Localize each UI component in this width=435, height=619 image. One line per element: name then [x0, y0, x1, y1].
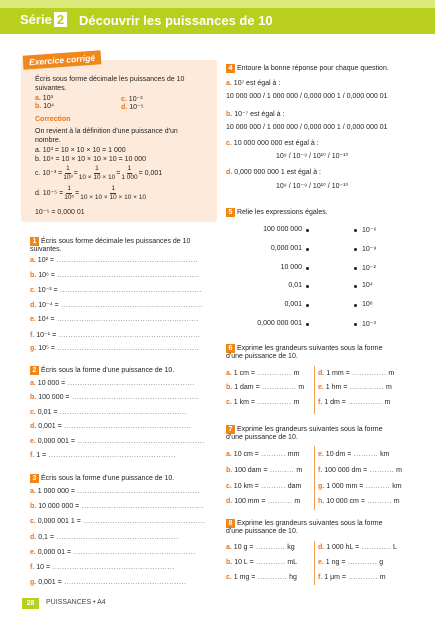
item-expression: 10 L =	[234, 559, 254, 566]
match-point[interactable]	[306, 285, 309, 288]
item-expression: 10 cm =	[233, 451, 259, 458]
unit-row	[226, 399, 299, 406]
answer-blank[interactable]: ....................................................	[61, 423, 192, 431]
item-letter: c.	[30, 408, 36, 416]
exercise-8-statement: 8 Exprime les grandeurs suivantes sous la forme	[226, 519, 383, 528]
answer-blank[interactable]: ....................................................	[46, 452, 176, 459]
match-left-item	[238, 226, 302, 233]
match-right-value: 10⁻⁹	[362, 245, 377, 253]
item-expression: 10⁶ =	[38, 271, 55, 279]
match-left-item	[238, 301, 302, 308]
match-point[interactable]	[354, 323, 357, 326]
exercise-7-statement-2: d'une puissance de 10.	[226, 434, 298, 441]
item-letter: b.	[30, 271, 37, 279]
exercise-3-statement: 3 Écris sous la forme d'une puissance de 10.	[30, 474, 174, 483]
match-right-value: 10⁻²	[362, 264, 376, 272]
match-point[interactable]	[354, 267, 357, 270]
exercise-4-statement: 4 Entoure la bonne réponse pour chaque question.	[226, 64, 389, 73]
ex4-a-question: a. 10⁷ est égal à :	[226, 80, 281, 87]
item-expression: 1 ng =	[325, 559, 346, 566]
unit-row	[318, 384, 392, 391]
exercise-number: 4	[226, 64, 235, 73]
answer-blank[interactable]: ............	[345, 574, 378, 581]
exercise-number: 7	[226, 425, 235, 434]
match-left-item	[238, 245, 302, 252]
ex4-b-choices[interactable]: 10 000 000 / 1 000 000 / 0,000 000 1 / 0,000 000 01	[226, 124, 388, 131]
exercise-8-statement-2: d'une puissance de 10.	[226, 528, 298, 535]
unit-row	[318, 574, 386, 581]
exercise-number: 3	[30, 474, 39, 483]
item-letter: a.	[30, 257, 36, 264]
answer-row	[30, 380, 195, 387]
item-letter: c.	[226, 482, 232, 490]
match-point[interactable]	[306, 248, 309, 251]
answer-blank[interactable]: ..................................................	[53, 533, 179, 541]
match-point[interactable]	[306, 267, 309, 270]
item-letter: f.	[30, 452, 35, 459]
item-expression: 1 000 hL =	[326, 544, 360, 551]
match-left-item	[238, 282, 302, 289]
match-right-item	[362, 264, 376, 272]
answer-row	[30, 272, 199, 279]
item-expression: 0,1 =	[38, 533, 54, 541]
item-expression: 1 000 mm =	[326, 482, 364, 490]
corrige-item-c: c. 10⁻³	[121, 96, 143, 103]
match-left-value: 100 000 000	[263, 226, 302, 233]
unit-label: kg	[287, 544, 295, 551]
item-expression: 0,000 01 =	[37, 548, 72, 556]
answer-blank[interactable]: ..................................................	[74, 488, 200, 495]
answer-row	[30, 549, 196, 556]
correction-c: c. 10⁻³ = $\frac{1}{\text{10³}}$ = $\frac{1}{10 \times 10 \times 10}$ = $\frac{1}{1 000}$ = 0,001	[35, 165, 163, 181]
item-letter: g.	[30, 579, 37, 587]
correction-text-2: nombre.	[35, 137, 61, 144]
unit-label: mm	[287, 451, 300, 458]
item-letter: d.	[226, 498, 233, 506]
answer-blank[interactable]: ..................................................	[79, 503, 204, 511]
item-letter: a.	[226, 544, 232, 551]
item-letter: e.	[30, 315, 36, 323]
match-left-value: 10 000	[280, 263, 302, 271]
unit-row	[226, 467, 302, 474]
unit-label: m	[293, 370, 300, 377]
correction-a: a. 10³ = 10 × 10 × 10 = 1 000	[35, 147, 126, 154]
answer-row	[30, 331, 200, 339]
answer-blank[interactable]: ..........	[265, 498, 293, 506]
answer-blank[interactable]: ..........	[363, 482, 391, 490]
item-letter: c.	[30, 287, 36, 295]
item-letter: d.	[30, 533, 37, 541]
match-right-item	[362, 320, 376, 328]
answer-blank[interactable]: ..................................................	[71, 548, 196, 556]
answer-blank[interactable]: ..................................................	[61, 579, 187, 587]
page-title: Découvrir les puissances de 10	[79, 13, 273, 28]
match-right-item	[362, 301, 373, 308]
unit-row	[226, 483, 301, 490]
answer-row	[30, 452, 176, 459]
exercise-number: 2	[30, 366, 39, 375]
item-expression: 10 km =	[233, 482, 259, 490]
answer-blank[interactable]: ............	[345, 559, 378, 566]
item-expression: 1 mm =	[326, 370, 350, 377]
item-letter: h.	[318, 498, 325, 506]
answer-row	[30, 286, 202, 294]
unit-label: hg	[289, 574, 297, 581]
item-letter: c.	[30, 518, 36, 526]
item-expression: 10 =	[36, 564, 51, 571]
unit-label: m	[293, 398, 300, 406]
footer-text: PUISSANCES • A4	[46, 599, 106, 606]
item-letter: a.	[30, 380, 36, 387]
column-divider	[314, 541, 315, 585]
item-expression: 10 dm =	[325, 451, 352, 458]
unit-label: g	[379, 559, 384, 566]
answer-row	[30, 579, 186, 586]
exercise-6-statement: 6 Exprime les grandeurs suivantes sous la forme	[226, 344, 383, 353]
answer-blank[interactable]: ....................................................	[69, 394, 200, 402]
item-letter: d.	[30, 423, 37, 431]
exercise-7-statement: 7 Exprime les grandeurs suivantes sous la forme	[226, 425, 383, 434]
unit-row	[318, 467, 402, 474]
item-expression: 1 000 000 =	[37, 488, 75, 495]
item-expression: 0,000 001 1 =	[37, 518, 81, 526]
item-letter: b.	[30, 394, 37, 402]
answer-blank[interactable]: ............	[255, 574, 288, 581]
item-letter: f.	[318, 574, 323, 581]
exercise-2-statement: 2 Écris sous la forme d'une puissance de 10.	[30, 366, 174, 375]
corrige-statement-1: Écris sous forme décimale les puissances de 10	[35, 76, 185, 83]
item-letter: e.	[318, 451, 324, 458]
column-divider	[314, 366, 315, 414]
serie-label: Série 2	[20, 12, 67, 27]
fraction: $\frac{1}{\text{10³}}$	[63, 165, 73, 181]
item-expression: 0,001 =	[38, 423, 62, 431]
answer-blank[interactable]: ..................................................	[80, 518, 206, 526]
answer-blank[interactable]: ..........................................................	[57, 287, 202, 295]
page-header	[0, 0, 435, 38]
answer-blank[interactable]: ....................................................	[57, 408, 188, 416]
answer-blank[interactable]: ..................................................	[50, 564, 175, 571]
answer-blank[interactable]: ....................................................	[74, 437, 205, 445]
answer-row	[30, 394, 199, 401]
fraction: $\frac{1}{10 \times 10 \times 10}$	[78, 165, 116, 181]
unit-label: m	[393, 498, 400, 506]
answer-blank[interactable]: ..........................................................	[54, 271, 200, 279]
item-letter: f.	[30, 331, 35, 339]
item-letter: d.	[318, 544, 325, 551]
answer-row	[30, 488, 200, 495]
item-letter: b.	[226, 466, 233, 474]
item-expression: 1 cm =	[233, 370, 255, 377]
unit-row	[318, 451, 390, 458]
item-letter: b.	[30, 503, 37, 511]
unit-row	[226, 370, 299, 377]
item-letter: b.	[226, 384, 233, 392]
corrected-exercise-tag: Exercice corrigé	[23, 50, 102, 69]
fraction: $\frac{1}{\text{10⁵}}$	[64, 185, 75, 201]
correction-text-1: On revient à la définition d'une puissance d'un	[35, 128, 178, 135]
match-right-item	[362, 245, 376, 253]
item-expression: 1 km =	[233, 398, 255, 406]
answer-blank[interactable]: ..........	[267, 466, 295, 474]
ex4-a-choices[interactable]: 10 000 000 / 1 000 000 / 0,000 000 1 / 0,000 000 01	[226, 93, 388, 100]
answer-row	[30, 409, 187, 416]
match-right-value: 10⁸	[362, 301, 373, 309]
exercise-1-statement: 1 Écris sous forme décimale les puissances de 10	[30, 237, 190, 246]
item-expression: 0,000 001 =	[37, 437, 75, 445]
match-point[interactable]	[354, 248, 357, 251]
correction-b: b. 10⁴ = 10 × 10 × 10 × 10 = 10 000	[35, 156, 147, 163]
item-letter: e.	[318, 384, 324, 392]
unit-label: m	[386, 384, 392, 392]
item-expression: 10⁻⁴ =	[38, 302, 59, 310]
exercise-number: 8	[226, 519, 235, 528]
ex4-c-choices[interactable]: 10⁹ / 10⁻⁹ / 10¹⁰ / 10⁻¹⁰	[276, 153, 349, 160]
answer-blank[interactable]: ..........................................................	[54, 315, 199, 323]
item-expression: 10 000 =	[37, 380, 66, 387]
match-point[interactable]	[354, 304, 357, 307]
item-letter: f.	[318, 398, 323, 406]
column-divider	[314, 446, 315, 510]
match-point[interactable]	[306, 229, 309, 232]
match-right-value: 10⁻⁶	[362, 227, 377, 234]
unit-row	[226, 451, 299, 458]
corrige-item-d: d. 10⁻⁵	[121, 104, 144, 111]
ex4-c-question: c. 10 000 000 000 est égal à :	[226, 140, 319, 147]
answer-blank[interactable]: ..........................................................	[54, 345, 200, 353]
item-expression: 1 μm =	[324, 574, 346, 581]
answer-row	[30, 345, 199, 352]
item-expression: 10⁴ =	[37, 315, 55, 323]
item-expression: 1 dm =	[324, 398, 346, 406]
item-letter: d.	[30, 302, 37, 310]
item-letter: c.	[226, 574, 232, 581]
unit-label: dam	[287, 482, 302, 490]
unit-row	[226, 559, 297, 566]
exercise-6-statement-2: d'une puissance de 10.	[226, 353, 298, 360]
exercise-5-statement: 5 Relie les expressions égales.	[226, 208, 328, 217]
match-right-value: 10⁴	[362, 282, 373, 290]
answer-blank[interactable]: ..........	[367, 466, 395, 474]
match-right-value: 10⁻³	[362, 321, 376, 328]
item-expression: 10⁵ =	[38, 345, 55, 353]
unit-label: m	[396, 466, 402, 474]
unit-row	[318, 498, 400, 505]
answer-blank[interactable]: ..........	[364, 498, 392, 506]
item-expression: 100 mm =	[234, 498, 266, 506]
answer-row	[30, 257, 198, 264]
answer-blank[interactable]: ............	[253, 559, 286, 566]
answer-blank[interactable]: ..............	[349, 370, 387, 377]
item-expression: 0,001 =	[38, 579, 62, 587]
unit-label: m	[296, 466, 303, 474]
item-expression: 0,01 =	[37, 408, 58, 416]
fraction: $\frac{1}{10 \times 10 \times 10 \times 10 \times 10}$	[80, 185, 147, 201]
exercise-number: 6	[226, 344, 235, 353]
correction-d-result: 10⁻⁵ = 0,000 01	[35, 209, 85, 216]
answer-blank[interactable]: ..............	[259, 384, 297, 392]
ex4-d-choices[interactable]: 10⁹ / 10⁻⁹ / 10¹⁰ / 10⁻¹⁰	[276, 183, 349, 190]
answer-row	[30, 564, 175, 571]
answer-blank[interactable]: ............	[253, 544, 286, 551]
answer-row	[30, 518, 206, 525]
match-point[interactable]	[306, 323, 309, 326]
match-right-item	[362, 282, 373, 289]
match-point[interactable]	[354, 229, 357, 232]
match-left-value: 0,01	[288, 282, 302, 290]
answer-blank[interactable]: ..........................................................	[56, 331, 201, 339]
answer-blank[interactable]: ..........................................................	[53, 257, 199, 264]
answer-blank[interactable]: ..............	[255, 370, 292, 377]
answer-blank[interactable]: ..............	[347, 384, 385, 392]
exercise-1-statement-2: suivantes.	[30, 246, 62, 253]
answer-blank[interactable]: ..........................................................	[58, 302, 203, 310]
item-letter: e.	[318, 559, 324, 566]
exercise-number: 5	[226, 208, 235, 217]
answer-row	[30, 423, 191, 430]
item-letter: d.	[318, 370, 325, 377]
unit-label: m	[384, 398, 391, 406]
item-expression: 1 hm =	[325, 384, 348, 392]
item-expression: 10² =	[37, 257, 54, 264]
match-left-value: 0,000 001	[270, 244, 302, 252]
item-letter: f.	[318, 466, 323, 474]
item-letter: e.	[30, 437, 36, 445]
match-left-item	[238, 264, 302, 271]
answer-row	[30, 438, 205, 445]
fraction: $\frac{1}{1 000}$	[121, 165, 138, 181]
unit-label: km	[380, 451, 390, 458]
item-expression: 100 000 =	[38, 394, 70, 402]
corrige-item-a: a. 10³	[35, 95, 53, 102]
item-letter: a.	[30, 488, 36, 495]
match-point[interactable]	[354, 285, 357, 288]
answer-blank[interactable]: ..............	[345, 398, 383, 406]
unit-label: m	[379, 574, 386, 581]
unit-label: km	[392, 482, 402, 490]
serie-number: 2	[54, 12, 67, 27]
corrige-item-b: b. 10⁴	[35, 103, 54, 110]
item-expression: 1 dam =	[234, 384, 260, 392]
item-expression: 10 000 cm =	[326, 498, 365, 506]
answer-blank[interactable]: ............	[359, 544, 392, 551]
answer-blank[interactable]: ....................................................	[65, 380, 195, 387]
item-letter: b.	[226, 559, 233, 566]
item-expression: 100 dam =	[234, 466, 268, 474]
item-expression: 10⁻¹ =	[36, 331, 57, 339]
unit-label: m	[294, 498, 301, 506]
unit-row	[318, 483, 402, 490]
match-right-item	[362, 226, 376, 234]
answer-blank[interactable]: ..........	[351, 451, 379, 458]
corrige-statement-2: suivantes.	[35, 85, 67, 92]
answer-row	[30, 503, 204, 510]
item-letter: g.	[318, 482, 325, 490]
item-expression: 10 g =	[233, 544, 254, 551]
item-expression: 1 =	[36, 452, 47, 459]
item-expression: 1 mg =	[233, 574, 256, 581]
unit-label: m	[388, 370, 395, 377]
match-left-value: 0,001	[284, 301, 302, 309]
item-letter: c.	[226, 398, 232, 406]
answer-blank[interactable]: ..........	[258, 482, 286, 490]
item-expression: 100 000 dm =	[324, 466, 368, 474]
unit-label: mL	[287, 559, 298, 566]
correction-heading: Correction	[35, 116, 71, 123]
item-letter: a.	[226, 451, 232, 458]
item-letter: f.	[30, 564, 35, 571]
correction-d: d. 10⁻⁵ = $\frac{1}{\text{10⁵}}$ = $\frac{1}{10 \times 10 \times 10 \times 10 \times 10}$	[35, 185, 147, 201]
answer-row	[30, 316, 199, 323]
ex4-d-question: d. 0,000 000 000 1 est égal à :	[226, 169, 321, 176]
match-left-item	[238, 320, 302, 327]
item-expression: 10⁻² =	[37, 287, 58, 295]
page-number: 28	[22, 598, 39, 609]
answer-row	[30, 301, 203, 309]
item-letter: g.	[30, 345, 37, 353]
unit-row	[226, 574, 297, 581]
item-letter: a.	[226, 370, 232, 377]
item-letter: e.	[30, 548, 36, 556]
unit-label: L	[392, 544, 397, 551]
answer-blank[interactable]: ..............	[255, 398, 292, 406]
item-expression: 10 000 000 =	[38, 503, 80, 511]
unit-label: m	[298, 384, 305, 392]
ex4-b-question: b. 10⁻⁷ est égal à :	[226, 111, 285, 118]
unit-row	[226, 544, 295, 551]
match-left-value: 0,000 000 001	[257, 320, 302, 327]
answer-row	[30, 534, 179, 541]
unit-row	[318, 544, 397, 551]
match-point[interactable]	[306, 304, 309, 307]
unit-row	[318, 559, 383, 566]
answer-blank[interactable]: ..........	[258, 451, 286, 458]
unit-row	[318, 370, 394, 377]
exercise-number: 1	[30, 237, 39, 246]
unit-row	[226, 498, 300, 505]
unit-row	[318, 399, 390, 406]
unit-row	[226, 384, 304, 391]
